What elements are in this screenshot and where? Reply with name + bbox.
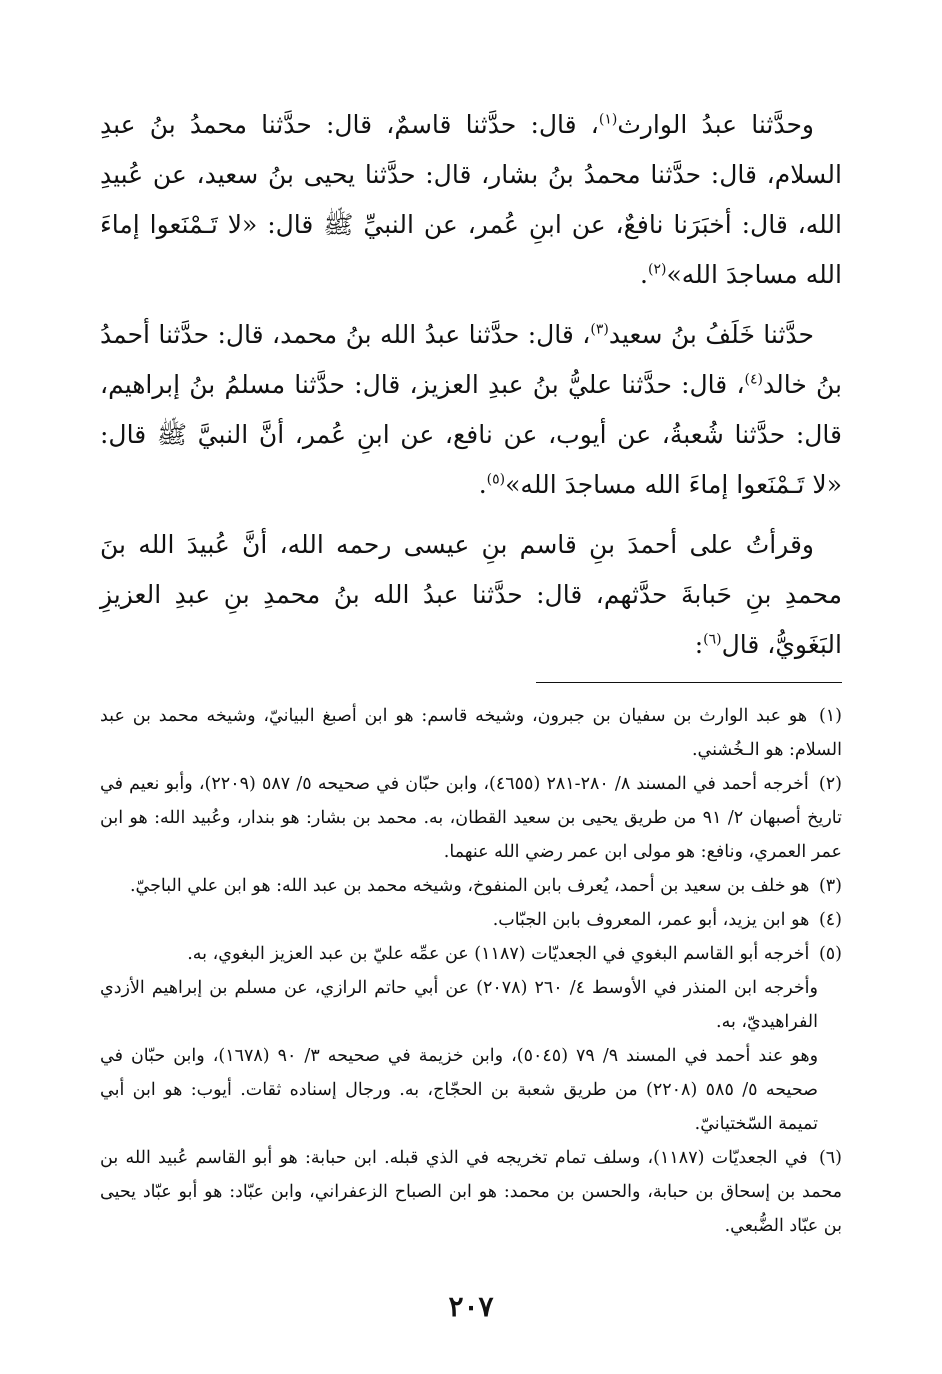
footnotes: [100, 699, 842, 1243]
paragraph-3: وقرأتُ على أحمدَ بنِ قاسم بنِ عيسى رحمه الله، أنَّ عُبيدَ الله بنَ محمدِ بنِ حَبابةَ حدَّثهم، قال: حدَّثنا عبدُ الله بنُ محمدِ بنِ عبدِ العزيزِ البَغَويُّ، قال$^{(٦)}$:: [100, 530, 842, 659]
footnote-ref-2[interactable]: (٢): [647, 261, 667, 278]
footnote-number: (٢): [818, 774, 842, 794]
main-text: [100, 100, 842, 670]
book-page: [100, 100, 842, 1243]
footnote-3: (٣) هو خلف بن سعيد بن أحمد، يُعرف بابن المنفوخ، وشيخه محمد بن عبد الله: هو ابن علي الباجيّ.: [129, 876, 842, 896]
footnote-4: (٤) هو ابن يزيد، أبو عمر، المعروف بابن الجبّاب.: [492, 910, 842, 930]
footnote-5-continuation: وهو عند أحمد في المسند ٩/ ٧٩ (٥٠٤٥)، وابن خزيمة في صحيحه ٣/ ٩٠ (١٦٧٨)، وابن حبّان في صحيحه ٥/ ٥٨٥ (٢٢٠٨) من طريق شعبة بن الحجّاج، به. ورجال إسناده ثقات. أيوب: هو ابن أبي تميمة السّختيانيّ.: [100, 1046, 819, 1134]
footnote-ref-1[interactable]: (١): [598, 111, 618, 128]
footnote-5-continuation: وأخرجه ابن المنذر في الأوسط ٤/ ٢٦٠ (٢٠٧٨) عن أبي حاتم الرازي، عن مسلم بن إبراهيم الأزدي الفراهيديّ، به.: [100, 978, 818, 1032]
footnote-separator: [536, 682, 842, 683]
paragraph-2: حدَّثنا خَلَفُ بنُ سعيد$^{(٣)}$، قال: حدَّثنا عبدُ الله بنُ محمد، قال: حدَّثنا أحمدُ بنُ خالد$^{(٤)}$، قال: حدَّثنا عليُّ بنُ عبدِ العزيز، قال: حدَّثنا مسلمُ بنُ إبراهيم، قال: حدَّثنا شُعبةُ، عن أيوب، عن نافع، عن ابنِ عُمر، أنَّ النبيَّ ﷺ قال: «لا تَـمْنَعوا إماءَ الله مساجدَ الله»$^{(٥)}$.: [100, 320, 843, 499]
page-number: ٢٠٧: [448, 1290, 494, 1323]
footnote-number: (٦): [818, 1148, 842, 1168]
footnote-ref-4[interactable]: (٤): [744, 371, 763, 388]
footnote-2: (٢) أخرجه أحمد في المسند ٨/ ٢٨٠-٢٨١ (٤٦٥٥)، وابن حبّان في صحيحه ٥/ ٥٨٧ (٢٢٠٩)، وأبو نعيم في تاريخ أصبهان ٢/ ٩١ من طريق يحيى بن سعيد القطان، به. محمد بن بشار: هو بندار، وعُبيد الله: هو ابن عمر العمري، ونافع: هو مولى ابن عمر رضي الله عنهما.: [100, 774, 842, 862]
footnote-1: (١) هو عبد الوارث بن سفيان بن جبرون، وشيخه قاسم: هو ابن أصبغ البيانيّ، وشيخه محمد بن عبد السلام: هو الـخُشني.: [100, 706, 842, 760]
footnote-5: (٥) أخرجه أبو القاسم البغوي في الجعديّات (١١٨٧) عن عمِّه عليّ بن عبد العزيز البغوي، به.: [187, 944, 842, 964]
footnote-number: (١): [818, 706, 842, 726]
footnote-number: (٤): [818, 910, 842, 930]
footnote-number: (٥): [818, 944, 842, 964]
footnote-ref-5[interactable]: (٥): [486, 471, 506, 488]
paragraph-1: وحدَّثنا عبدُ الوارث$^{(١)}$، قال: حدَّثنا قاسمٌ، قال: حدَّثنا محمدُ بنُ عبدِ السلام، قال: حدَّثنا محمدُ بنُ بشار، قال: حدَّثنا يحيى بنُ سعيد، عن عُبيدِ الله، قال: أخبَرَنا نافعٌ، عن ابنِ عُمر، عن النبيِّ ﷺ قال: «لا تَـمْنَعوا إماءَ الله مساجدَ الله»$^{(٢)}$.: [100, 110, 842, 289]
footnote-number: (٣): [818, 876, 842, 896]
footnote-6: (٦) في الجعديّات (١١٨٧)، وسلف تمام تخريجه في الذي قبله. ابن حبابة: هو أبو القاسم عُبيد الله بن محمد بن إسحاق بن حبابة، والحسن بن محمد: هو ابن الصباح الزعفراني، وابن عبّاد: هو أبو عبّاد يحيى بن عبّاد الضُّبعي.: [100, 1148, 842, 1236]
footnote-ref-6[interactable]: (٦): [703, 631, 722, 648]
footnote-ref-3[interactable]: (٣): [590, 321, 609, 338]
